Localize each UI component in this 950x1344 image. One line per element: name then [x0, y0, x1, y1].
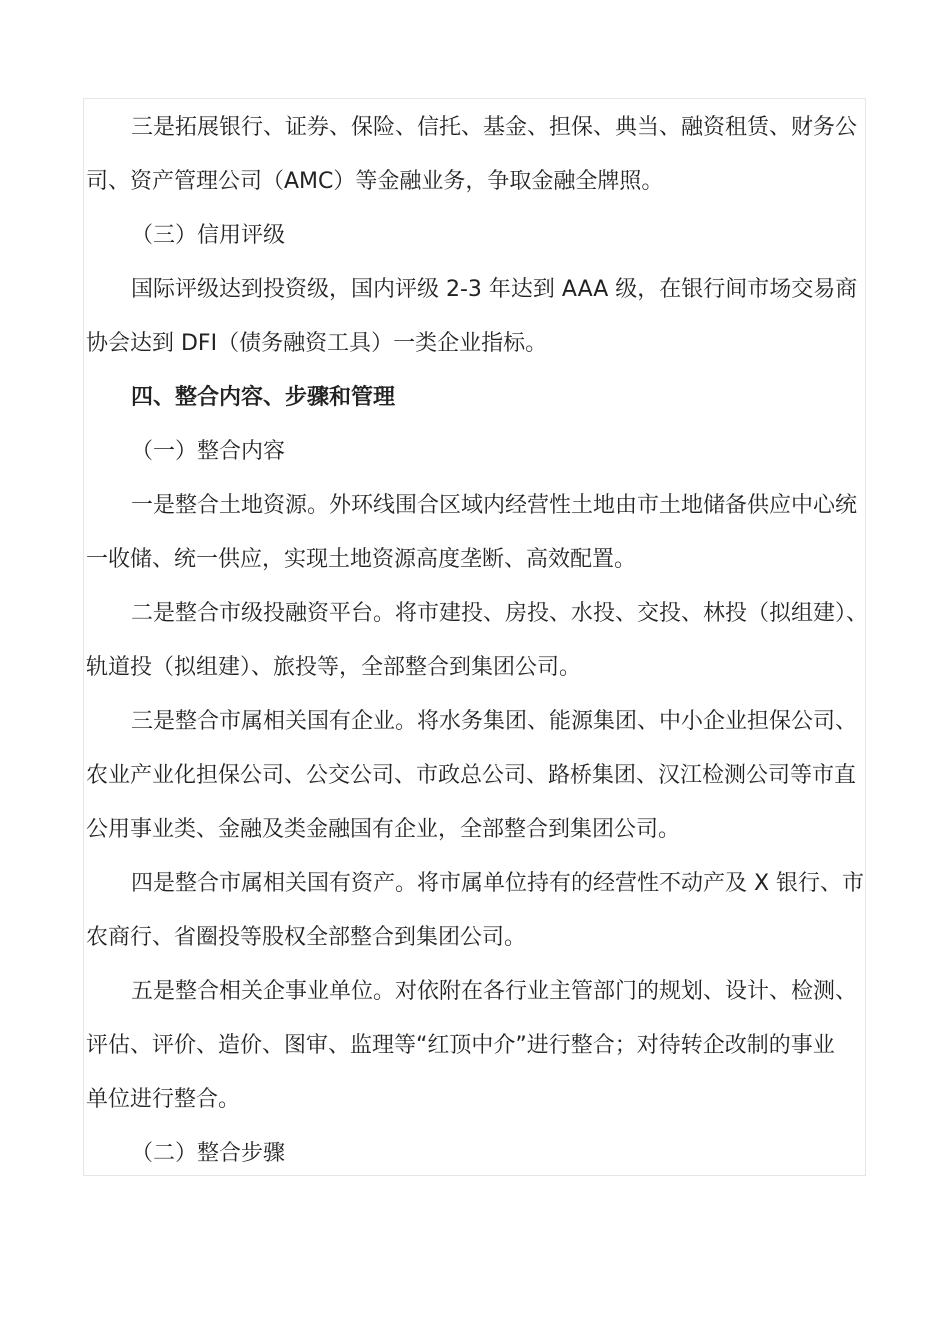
- paragraph-line: 五是整合相关企事业单位。对依附在各行业主管部门的规划、设计、检测、: [131, 979, 858, 1004]
- paragraph-line: 单位进行整合。: [86, 1087, 241, 1112]
- paragraph-line: 农商行、省圈投等股权全部整合到集团公司。: [86, 925, 527, 950]
- paragraph-line: 三是整合市属相关国有企业。将水务集团、能源集团、中小企业担保公司、: [131, 709, 858, 734]
- document-body: [86, 101, 876, 1181]
- paragraph-line: 协会达到 DFI（债务融资工具）一类企业指标。: [86, 331, 548, 356]
- paragraph-line: 农业产业化担保公司、公交公司、市政总公司、路桥集团、汉江检测公司等市直: [86, 763, 857, 788]
- subsection-heading: （三）信用评级: [131, 223, 286, 248]
- paragraph-line: 轨道投（拟组建）、旅投等，全部整合到集团公司。: [86, 655, 582, 680]
- subsection-heading: （二）整合步骤: [131, 1141, 286, 1166]
- paragraph-line: 二是整合市级投融资平台。将市建投、房投、水投、交投、林投（拟组建）、: [131, 601, 869, 626]
- paragraph-line: 三是拓展银行、证券、保险、信托、基金、担保、典当、融资租赁、财务公: [131, 115, 858, 140]
- paragraph-line: 一收储、统一供应，实现土地资源高度垄断、高效配置。: [86, 547, 637, 572]
- paragraph-line: 评估、评价、造价、图审、监理等“红顶中介”进行整合；对待转企改制的事业: [86, 1033, 835, 1058]
- paragraph-line: 一是整合土地资源。外环线围合区域内经营性土地由市土地储备供应中心统: [131, 493, 858, 518]
- paragraph-line: 四是整合市属相关国有资产。将市属单位持有的经营性不动产及 X 银行、市: [131, 871, 865, 896]
- paragraph-line: 司、资产管理公司（AMC）等金融业务，争取金融全牌照。: [86, 169, 664, 194]
- subsection-heading: （一）整合内容: [131, 439, 286, 464]
- section-heading: 四、整合内容、步骤和管理: [131, 385, 396, 410]
- paragraph-line: 公用事业类、金融及类金融国有企业，全部整合到集团公司。: [86, 817, 681, 842]
- paragraph-line: 国际评级达到投资级，国内评级 2-3 年达到 AAA 级，在银行间市场交易商: [131, 277, 858, 302]
